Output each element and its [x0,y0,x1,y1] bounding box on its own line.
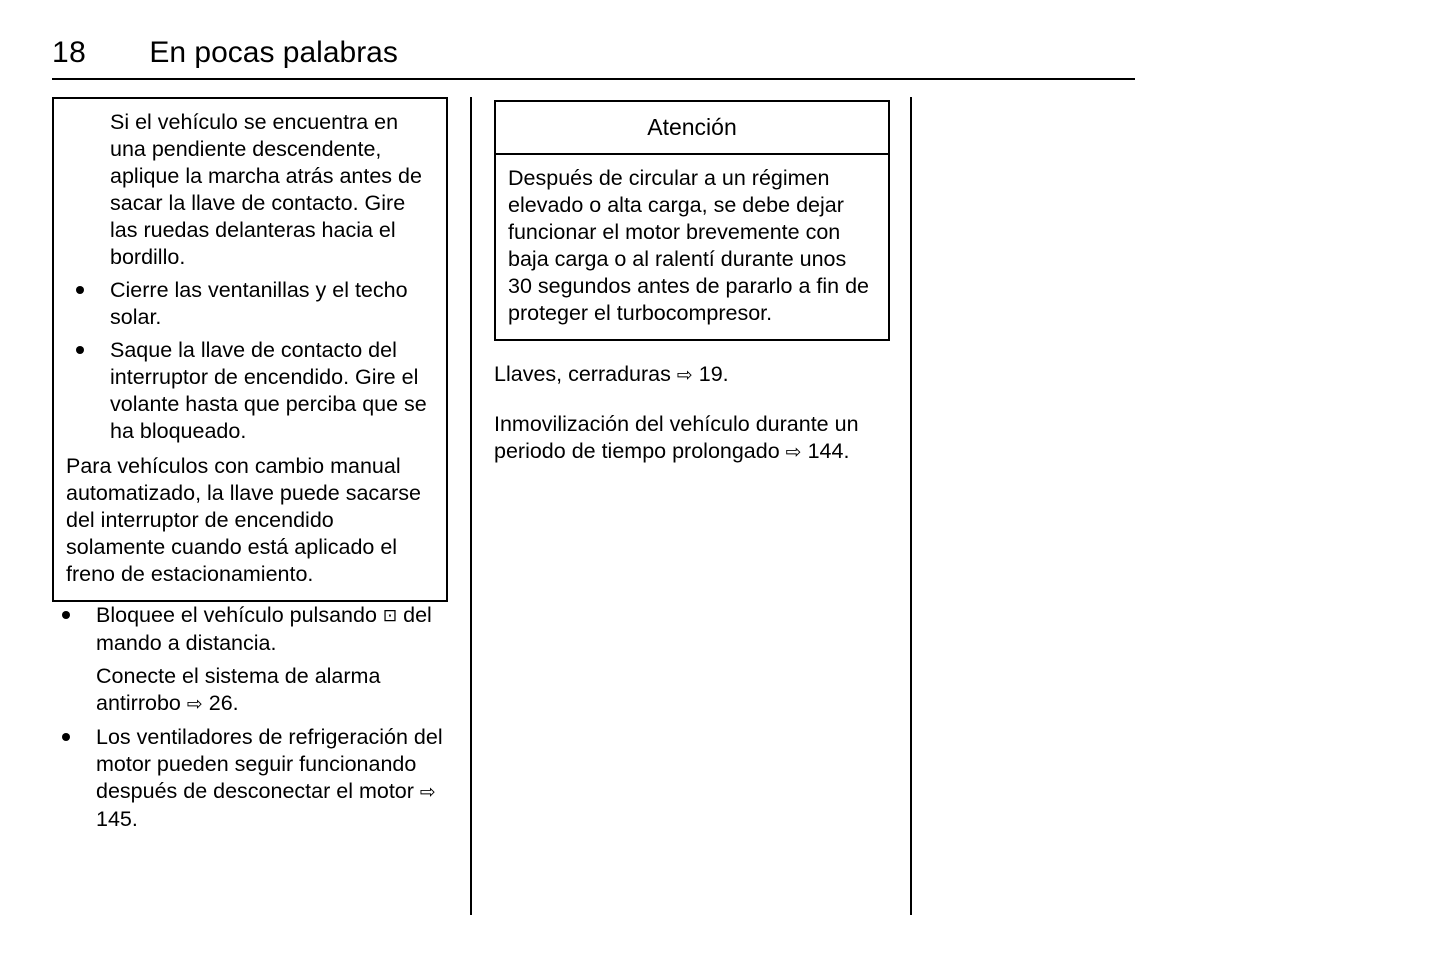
list-item [52,724,450,833]
list-item-label-suffix: del mando a distancia. [96,603,432,655]
column-right [494,100,890,466]
page-number: 18 [52,36,87,69]
cross-reference-label: Inmovilización del vehículo durante un periodo de tiempo prolongado [494,412,859,463]
list-item-subtext [96,663,450,718]
header-divider [52,78,1135,80]
page-header [52,36,1132,70]
list-item [66,337,434,445]
cross-reference-2 [494,411,890,466]
warning-title: Atención [496,102,888,155]
after-box-bullet-list [52,602,450,833]
list-item-label: Saque la llave de contacto del interruptor de encendido. Gire el volante hasta que perciba que se ha bloqueado. [110,338,427,443]
cross-reference-page: 144. [801,439,850,463]
list-item-label: Los ventiladores de refrigeración del motor pueden seguir funcionando después de desconectar el motor [96,725,443,803]
list-item [52,602,450,718]
column-divider-2 [910,97,912,915]
bullet-dot-icon [76,346,84,354]
subtext-page-ref: 26. [202,691,239,715]
bullet-dot-icon [62,611,70,619]
cross-reference-page: 19. [692,362,729,386]
chapter-title: En pocas palabras [149,36,398,69]
list-item-label: Cierre las ventanillas y el techo solar. [110,278,408,329]
list-item-page-ref: 145. [96,807,138,831]
bullet-dot-icon [76,286,84,294]
list-item [66,277,434,331]
warning-box [494,100,890,341]
cross-reference-1 [494,361,890,389]
cross-reference-label: Llaves, cerraduras [494,362,677,386]
bullet-dot-icon [62,733,70,741]
note-bullet-list [66,277,434,445]
page-reference-icon: ⇨ [676,364,693,386]
warning-body: Después de circular a un régimen elevado o alta carga, se debe dejar funcionar el motor brevemente con baja carga o al ralentí durante unos 30 segundos antes de pararlo a fin de proteger el turbocompresor. [508,166,869,325]
list-item-label: Bloquee el vehículo pulsando [96,603,383,627]
column-divider-1 [470,97,472,915]
note-closing-paragraph: Para vehículos con cambio manual automatizado, la llave puede sacarse del interruptor de encendido solamente cuando está aplicado el freno de estacionamiento. [66,454,421,586]
note-box [52,97,448,602]
column-left [52,97,450,839]
note-intro-paragraph: Si el vehículo se encuentra en una pendiente descendente, aplique la marcha atrás antes de sacar la llave de contacto. Gire las ruedas delanteras hacia el bordillo. [110,110,422,269]
page-reference-icon: ⇨ [186,693,203,715]
page-reference-icon: ⇨ [419,781,436,803]
page-reference-icon: ⇨ [785,441,802,463]
remote-lock-icon: ⊡ [382,606,398,626]
subtext-label: Conecte el sistema de alarma antirrobo [96,664,381,715]
